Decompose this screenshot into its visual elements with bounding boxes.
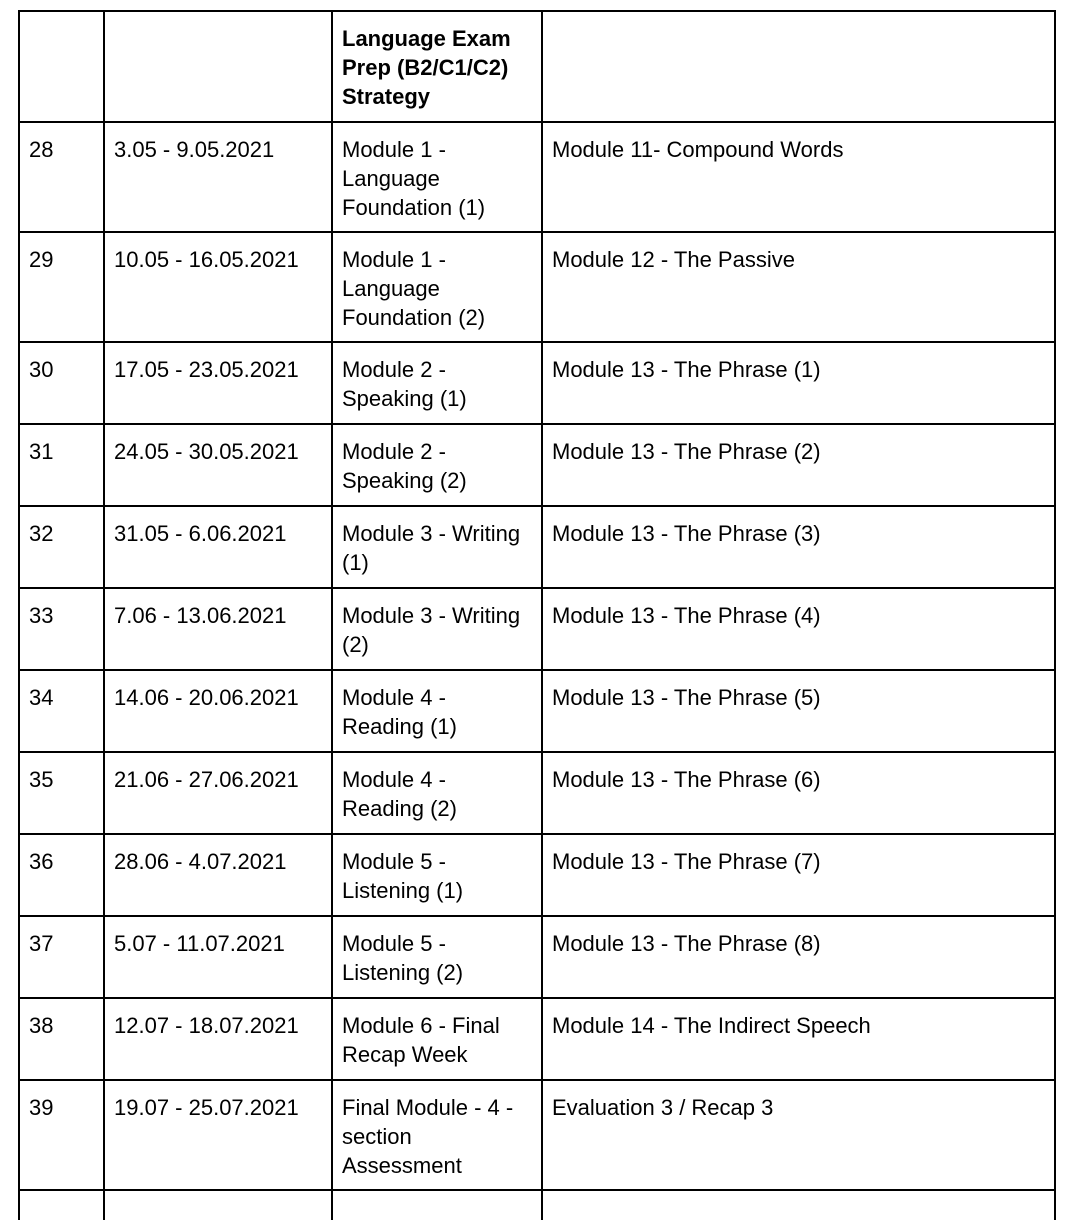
table-row bbox=[19, 834, 1055, 916]
week-cell: 33 bbox=[19, 588, 104, 670]
strategy-cell: Module 1 - Language Foundation (2) bbox=[332, 232, 542, 342]
module-cell: Module 13 - The Phrase (6) bbox=[542, 752, 1055, 834]
header-strategy-cell: Language Exam Prep (B2/C1/C2) Strategy bbox=[332, 11, 542, 122]
module-cell: Evaluation 3 / Recap 3 bbox=[542, 1080, 1055, 1190]
dates-cell: 12.07 - 18.07.2021 bbox=[104, 998, 332, 1080]
week-cell: 28 bbox=[19, 122, 104, 232]
dates-cell: 3.05 - 9.05.2021 bbox=[104, 122, 332, 232]
module-cell: Module 13 - The Phrase (2) bbox=[542, 424, 1055, 506]
table-row bbox=[19, 670, 1055, 752]
dates-cell: 5.07 - 11.07.2021 bbox=[104, 916, 332, 998]
week-cell: 35 bbox=[19, 752, 104, 834]
dates-cell: 7.06 - 13.06.2021 bbox=[104, 588, 332, 670]
table-row bbox=[19, 232, 1055, 342]
dates-cell: 17.05 - 23.05.2021 bbox=[104, 342, 332, 424]
week-cell: 36 bbox=[19, 834, 104, 916]
empty-cell bbox=[542, 1190, 1055, 1220]
strategy-cell: Module 4 - Reading (2) bbox=[332, 752, 542, 834]
module-cell: Module 12 - The Passive bbox=[542, 232, 1055, 342]
strategy-cell: Module 2 - Speaking (2) bbox=[332, 424, 542, 506]
module-cell: Module 13 - The Phrase (8) bbox=[542, 916, 1055, 998]
module-cell: Module 13 - The Phrase (7) bbox=[542, 834, 1055, 916]
strategy-cell: Module 5 - Listening (2) bbox=[332, 916, 542, 998]
dates-cell: 24.05 - 30.05.2021 bbox=[104, 424, 332, 506]
dates-cell: 28.06 - 4.07.2021 bbox=[104, 834, 332, 916]
table-row-cutoff bbox=[19, 1190, 1055, 1220]
table-row bbox=[19, 1080, 1055, 1190]
module-cell: Module 13 - The Phrase (3) bbox=[542, 506, 1055, 588]
table-row bbox=[19, 424, 1055, 506]
strategy-cell: Module 6 - Final Recap Week bbox=[332, 998, 542, 1080]
week-cell: 39 bbox=[19, 1080, 104, 1190]
table-row bbox=[19, 752, 1055, 834]
dates-cell: 10.05 - 16.05.2021 bbox=[104, 232, 332, 342]
header-dates-cell bbox=[104, 11, 332, 122]
strategy-cell: Module 1 - Language Foundation (1) bbox=[332, 122, 542, 232]
week-cell: 29 bbox=[19, 232, 104, 342]
strategy-cell: Module 3 - Writing (2) bbox=[332, 588, 542, 670]
week-cell: 30 bbox=[19, 342, 104, 424]
week-cell: 32 bbox=[19, 506, 104, 588]
dates-cell: 21.06 - 27.06.2021 bbox=[104, 752, 332, 834]
table-row bbox=[19, 122, 1055, 232]
week-cell: 38 bbox=[19, 998, 104, 1080]
week-cell: 34 bbox=[19, 670, 104, 752]
module-cell: Module 11- Compound Words bbox=[542, 122, 1055, 232]
header-week-cell bbox=[19, 11, 104, 122]
table-row bbox=[19, 506, 1055, 588]
table-row bbox=[19, 588, 1055, 670]
module-cell: Module 14 - The Indirect Speech bbox=[542, 998, 1055, 1080]
week-cell: 37 bbox=[19, 916, 104, 998]
table-row bbox=[19, 998, 1055, 1080]
module-cell: Module 13 - The Phrase (4) bbox=[542, 588, 1055, 670]
empty-cell bbox=[19, 1190, 104, 1220]
empty-cell bbox=[332, 1190, 542, 1220]
module-cell: Module 13 - The Phrase (5) bbox=[542, 670, 1055, 752]
strategy-cell: Module 3 - Writing (1) bbox=[332, 506, 542, 588]
module-cell: Module 13 - The Phrase (1) bbox=[542, 342, 1055, 424]
strategy-cell: Module 2 - Speaking (1) bbox=[332, 342, 542, 424]
week-cell: 31 bbox=[19, 424, 104, 506]
dates-cell: 19.07 - 25.07.2021 bbox=[104, 1080, 332, 1190]
header-module-cell bbox=[542, 11, 1055, 122]
dates-cell: 14.06 - 20.06.2021 bbox=[104, 670, 332, 752]
strategy-cell: Final Module - 4 - section Assessment bbox=[332, 1080, 542, 1190]
schedule-table bbox=[18, 10, 1056, 1220]
table-row bbox=[19, 342, 1055, 424]
strategy-cell: Module 4 - Reading (1) bbox=[332, 670, 542, 752]
table-row bbox=[19, 916, 1055, 998]
table-header-row bbox=[19, 11, 1055, 122]
strategy-cell: Module 5 - Listening (1) bbox=[332, 834, 542, 916]
empty-cell bbox=[104, 1190, 332, 1220]
dates-cell: 31.05 - 6.06.2021 bbox=[104, 506, 332, 588]
